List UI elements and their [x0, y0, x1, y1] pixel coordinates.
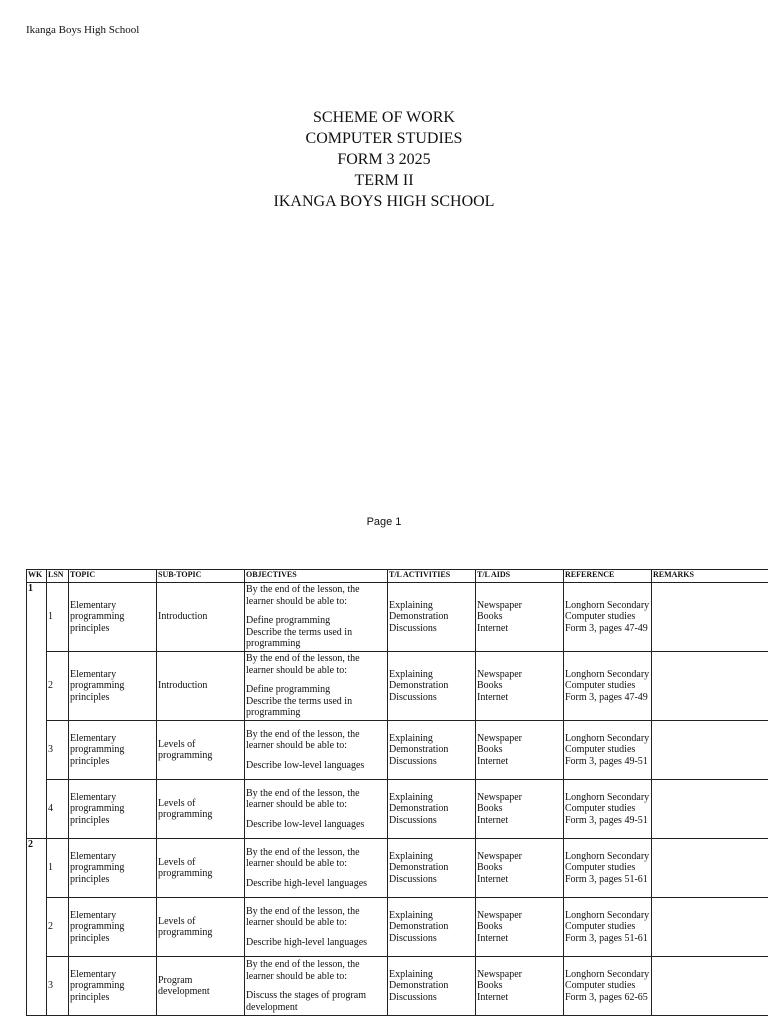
objective-item: Describe low-level languages: [246, 818, 365, 830]
activity-item: Discussions: [389, 873, 437, 885]
title-line: FORM 3 2025: [337, 151, 431, 168]
remarks-cell: [652, 652, 768, 721]
reference-cell: Longhorn Secondary Computer studies Form 3, pages 47-49: [564, 583, 652, 652]
objectives-cell: [245, 583, 388, 652]
aid-item: Books: [477, 803, 503, 815]
objectives-cell: [245, 780, 388, 839]
objective-spacer: [246, 752, 386, 760]
objective-lead: By the end of the lesson, the learner should be able to:: [246, 584, 360, 607]
objective-spacer: [246, 676, 386, 684]
topic-cell: Elementary programming principles: [69, 839, 157, 898]
activities-cell: [388, 652, 476, 721]
title-line: IKANGA BOYS HIGH SCHOOL: [273, 193, 495, 210]
reference-cell: Longhorn Secondary Computer studies Form 3, pages 47-49: [564, 652, 652, 721]
aids-cell: [476, 839, 564, 898]
aids-cell: [476, 957, 564, 1016]
column-header: T/L ACTIVITIES: [388, 570, 476, 583]
document-title-block: [0, 107, 768, 212]
aid-item: Internet: [477, 622, 509, 634]
lesson-cell: 3: [47, 721, 69, 780]
aid-item: Newspaper: [477, 668, 522, 680]
activity-item: Demonstration: [389, 980, 449, 992]
column-header: TOPIC: [69, 570, 157, 583]
table-row: [27, 583, 768, 652]
objective-spacer: [246, 811, 386, 819]
objective-item: Describe the terms used in programming: [246, 626, 353, 650]
column-header: WK: [27, 570, 47, 583]
aid-item: Internet: [477, 932, 509, 944]
activity-item: Explaining: [389, 850, 433, 862]
subtopic-cell: Introduction: [157, 583, 245, 652]
remarks-cell: [652, 721, 768, 780]
activity-item: Discussions: [389, 932, 437, 944]
remarks-cell: [652, 583, 768, 652]
page-number: Page 1: [366, 516, 402, 528]
subtopic-cell: Introduction: [157, 652, 245, 721]
activity-item: Demonstration: [389, 862, 449, 874]
scheme-of-work-table: [26, 569, 768, 1016]
activities-cell: [388, 839, 476, 898]
objective-spacer: [246, 929, 386, 937]
table-body: [27, 583, 768, 1016]
objectives-cell: [245, 652, 388, 721]
objective-item: Describe high-level languages: [246, 936, 368, 948]
column-header: T/L AIDS: [476, 570, 564, 583]
activity-item: Discussions: [389, 691, 437, 703]
objective-lead: By the end of the lesson, the learner should be able to:: [246, 905, 360, 929]
activity-item: Explaining: [389, 668, 433, 680]
objective-item: Describe the terms used in programming: [246, 695, 353, 719]
aid-item: Internet: [477, 814, 509, 826]
activity-item: Explaining: [389, 732, 433, 744]
table-row: [27, 721, 768, 780]
table-row: [27, 957, 768, 1016]
activity-item: Demonstration: [389, 680, 449, 692]
activities-cell: [388, 583, 476, 652]
aid-item: Newspaper: [477, 791, 522, 803]
objective-lead: By the end of the lesson, the learner should be able to:: [246, 959, 360, 982]
objective-item: Describe low-level languages: [246, 759, 365, 771]
column-header: REFERENCE: [564, 570, 652, 583]
objective-lead: By the end of the lesson, the learner should be able to:: [246, 653, 360, 676]
activity-item: Demonstration: [389, 611, 449, 623]
activity-item: Discussions: [389, 755, 437, 767]
activities-cell: [388, 898, 476, 957]
aid-item: Newspaper: [477, 850, 522, 862]
aids-cell: [476, 780, 564, 839]
activity-item: Explaining: [389, 599, 433, 611]
objectives-cell: [245, 898, 388, 957]
activity-item: Explaining: [389, 909, 433, 921]
week-cell: 1: [27, 583, 47, 839]
aids-cell: [476, 583, 564, 652]
lesson-cell: 1: [47, 583, 69, 652]
topic-cell: Elementary programming principles: [69, 721, 157, 780]
remarks-cell: [652, 839, 768, 898]
aid-item: Books: [477, 611, 503, 623]
week-cell: 2: [27, 839, 47, 1016]
column-header: OBJECTIVES: [245, 570, 388, 583]
table-row: [27, 898, 768, 957]
activity-item: Demonstration: [389, 921, 449, 933]
topic-cell: Elementary programming principles: [69, 957, 157, 1016]
reference-cell: Longhorn Secondary Computer studies Form 3, pages 62-65: [564, 957, 652, 1016]
table-row: [27, 652, 768, 721]
activities-cell: [388, 721, 476, 780]
objective-lead: By the end of the lesson, the learner should be able to:: [246, 787, 360, 811]
activity-item: Demonstration: [389, 744, 449, 756]
lesson-cell: 4: [47, 780, 69, 839]
title-line: TERM II: [354, 172, 414, 189]
running-header-school: Ikanga Boys High School: [26, 24, 140, 36]
reference-cell: Longhorn Secondary Computer studies Form 3, pages 49-51: [564, 780, 652, 839]
subtopic-cell: Program development: [157, 957, 245, 1016]
aid-item: Newspaper: [477, 732, 522, 744]
activities-cell: [388, 957, 476, 1016]
aid-item: Newspaper: [477, 599, 522, 611]
subtopic-cell: Levels of programming: [157, 721, 245, 780]
aid-item: Books: [477, 921, 503, 933]
remarks-cell: [652, 898, 768, 957]
objectives-cell: [245, 721, 388, 780]
remarks-cell: [652, 957, 768, 1016]
activity-item: Discussions: [389, 622, 437, 634]
topic-cell: Elementary programming principles: [69, 652, 157, 721]
objective-spacer: [246, 982, 386, 990]
activity-item: Discussions: [389, 991, 437, 1003]
aid-item: Books: [477, 862, 503, 874]
table-row: [27, 780, 768, 839]
reference-cell: Longhorn Secondary Computer studies Form 3, pages 51-61: [564, 839, 652, 898]
objective-lead: By the end of the lesson, the learner should be able to:: [246, 846, 360, 870]
objective-item: Define programming: [246, 684, 331, 696]
aid-item: Books: [477, 680, 503, 692]
aid-item: Internet: [477, 991, 509, 1003]
topic-cell: Elementary programming principles: [69, 898, 157, 957]
aid-item: Internet: [477, 691, 509, 703]
objective-item: Define programming: [246, 615, 331, 627]
activity-item: Explaining: [389, 968, 433, 980]
reference-cell: Longhorn Secondary Computer studies Form 3, pages 49-51: [564, 721, 652, 780]
activity-item: Explaining: [389, 791, 433, 803]
aids-cell: [476, 898, 564, 957]
subtopic-cell: Levels of programming: [157, 898, 245, 957]
aids-cell: [476, 721, 564, 780]
activity-item: Discussions: [389, 814, 437, 826]
title-line: COMPUTER STUDIES: [305, 130, 463, 147]
subtopic-cell: Levels of programming: [157, 839, 245, 898]
aid-item: Books: [477, 744, 503, 756]
objectives-cell: [245, 839, 388, 898]
reference-cell: Longhorn Secondary Computer studies Form 3, pages 51-61: [564, 898, 652, 957]
aid-item: Newspaper: [477, 968, 522, 980]
lesson-cell: 2: [47, 898, 69, 957]
topic-cell: Elementary programming principles: [69, 780, 157, 839]
column-header: SUB-TOPIC: [157, 570, 245, 583]
title-line: SCHEME OF WORK: [313, 109, 455, 126]
aids-cell: [476, 652, 564, 721]
subtopic-cell: Levels of programming: [157, 780, 245, 839]
activity-item: Demonstration: [389, 803, 449, 815]
objective-spacer: [246, 870, 386, 878]
table-header-row: [27, 570, 768, 583]
lesson-cell: 3: [47, 957, 69, 1016]
objective-lead: By the end of the lesson, the learner should be able to:: [246, 728, 360, 752]
aid-item: Newspaper: [477, 909, 522, 921]
remarks-cell: [652, 780, 768, 839]
lesson-cell: 1: [47, 839, 69, 898]
aid-item: Internet: [477, 755, 509, 767]
objective-item: Discuss the stages of program development: [246, 990, 366, 1013]
objectives-cell: [245, 957, 388, 1016]
lesson-cell: 2: [47, 652, 69, 721]
column-header: REMARKS: [652, 570, 768, 583]
activities-cell: [388, 780, 476, 839]
aid-item: Books: [477, 980, 503, 992]
table-row: [27, 839, 768, 898]
aid-item: Internet: [477, 873, 509, 885]
objective-item: Describe high-level languages: [246, 877, 368, 889]
objective-spacer: [246, 607, 386, 615]
topic-cell: Elementary programming principles: [69, 583, 157, 652]
column-header: LSN: [47, 570, 69, 583]
